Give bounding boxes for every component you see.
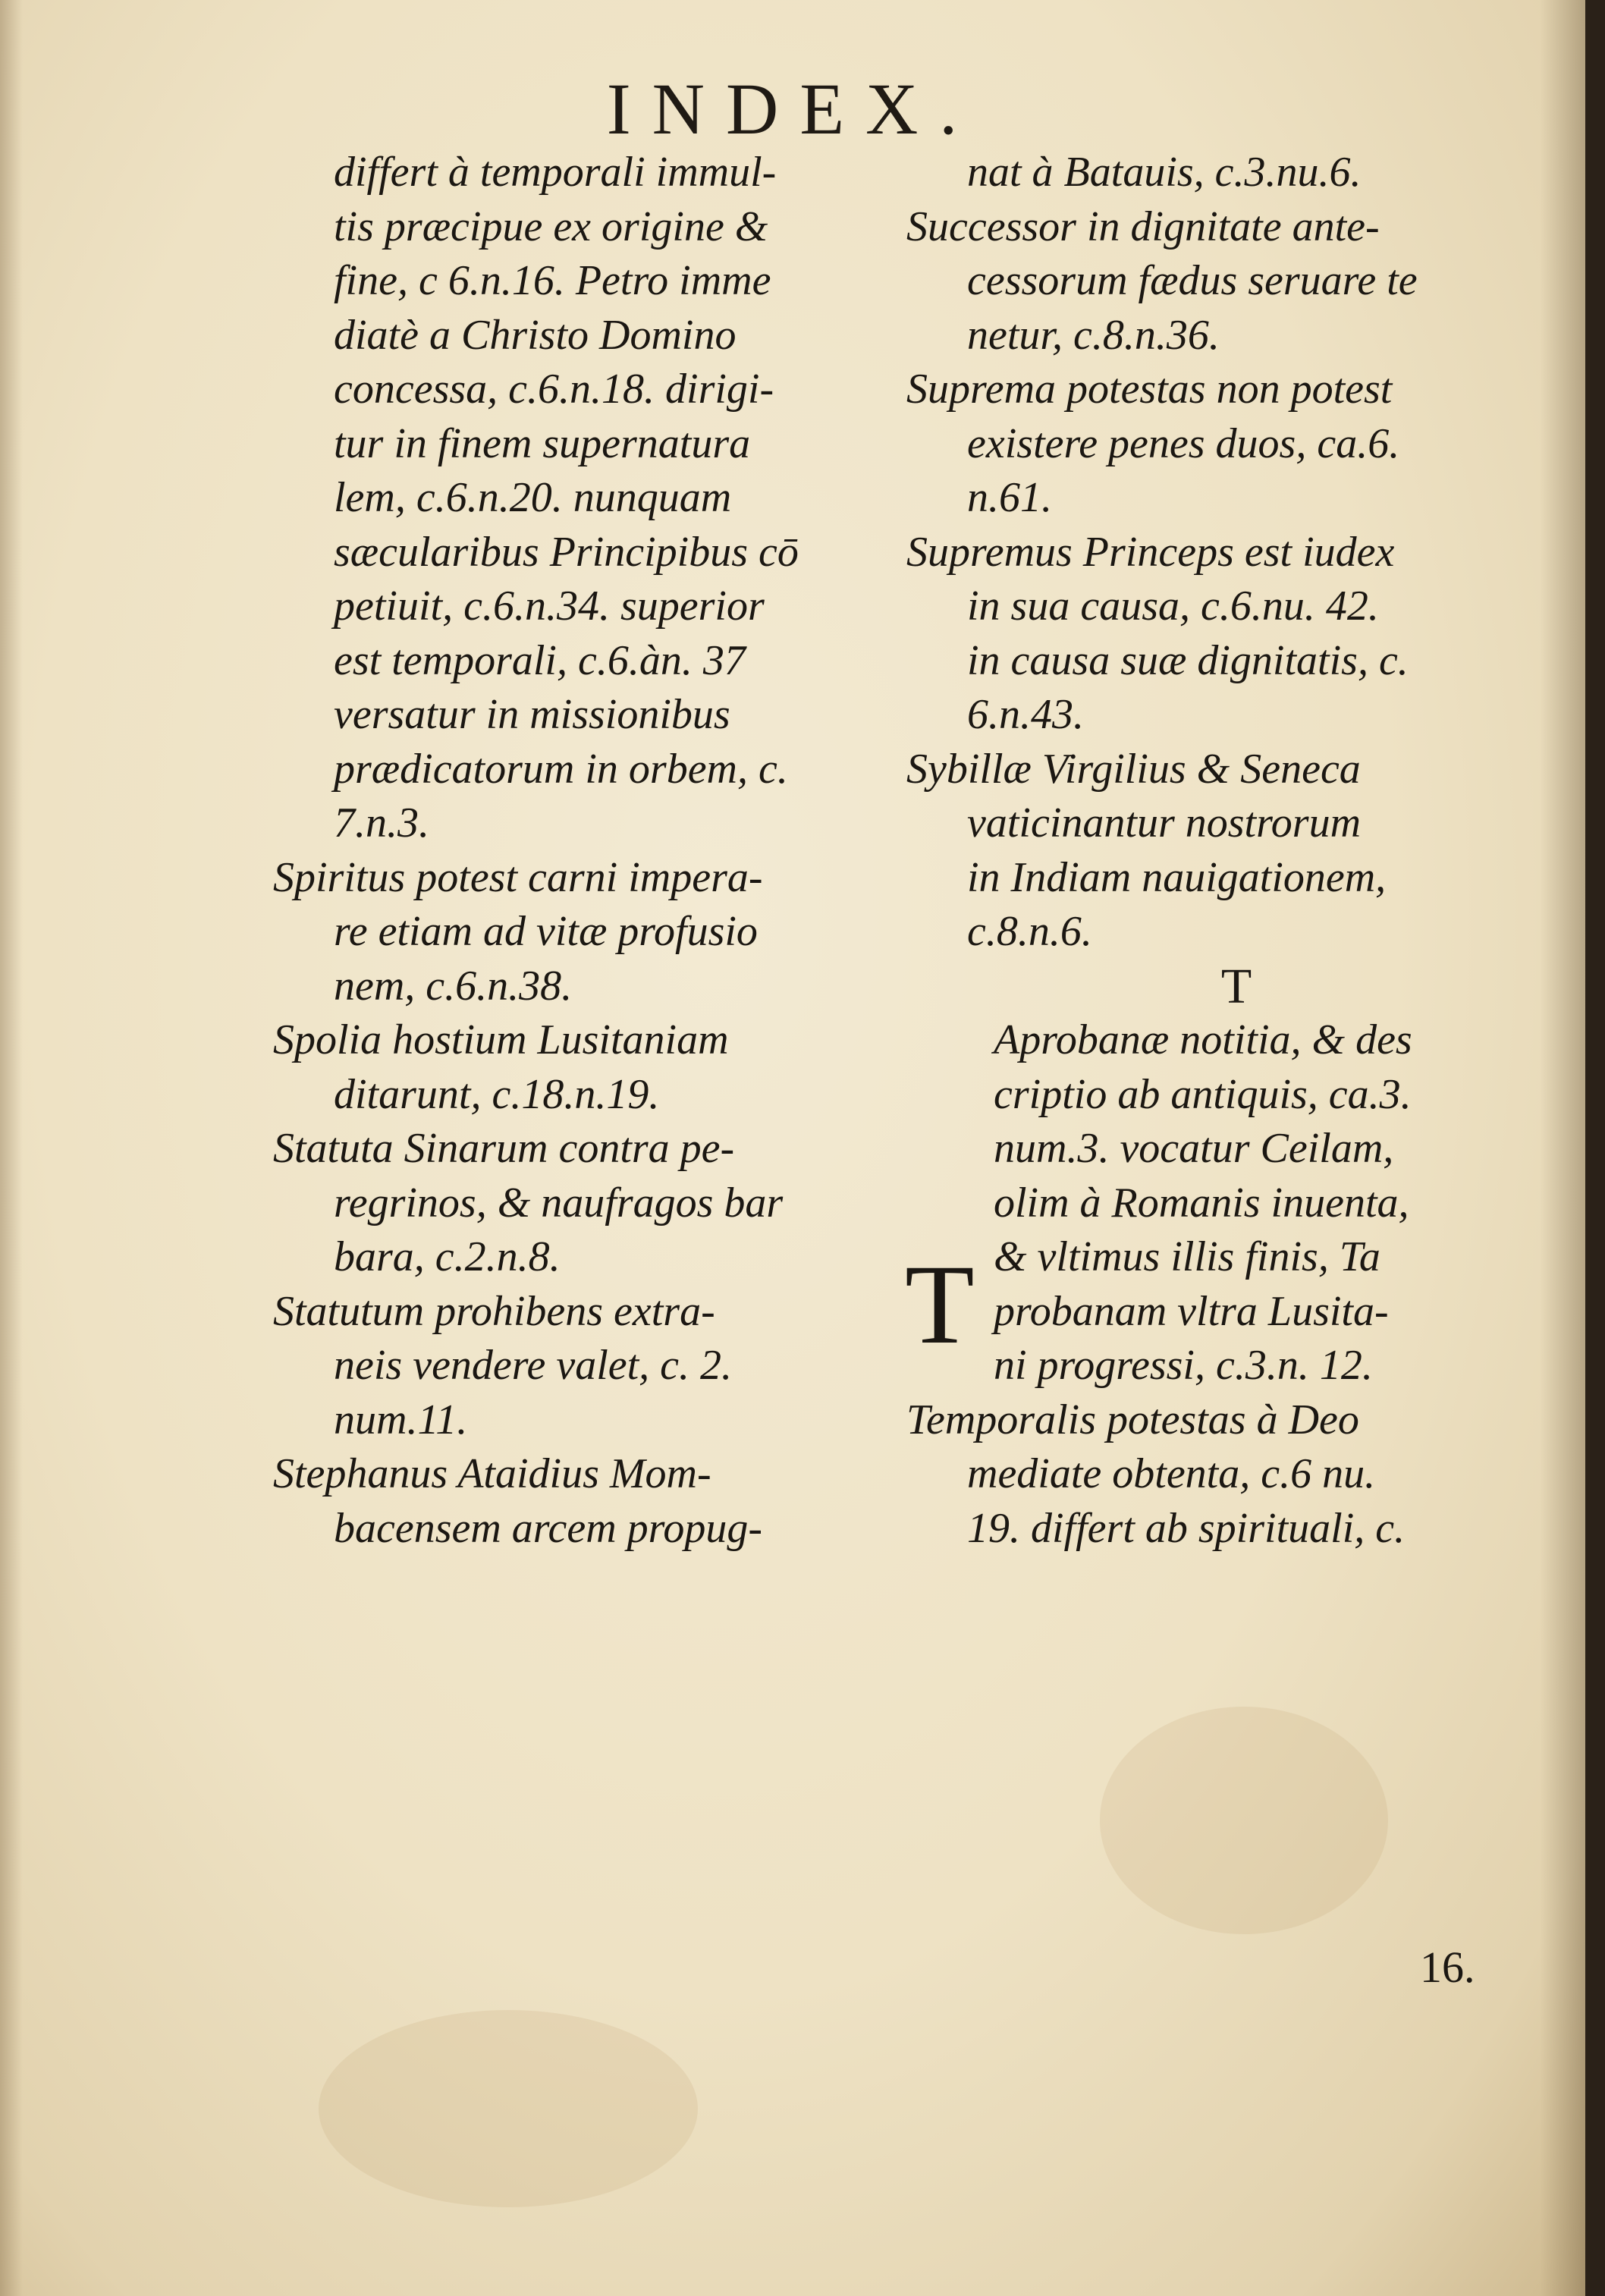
index-entry-head: Supremus Princeps est iudex (906, 528, 1395, 576)
index-entry-head: Spolia hostium Lusitaniam (273, 1016, 729, 1063)
index-entry-line: tis præcipue ex origine & (334, 203, 768, 250)
index-entry-line: sæcularibus Principibus cō (334, 528, 799, 576)
index-entry-line: in Indiam nauigationem, (967, 853, 1387, 901)
index-entry-head: Statuta Sinarum contra pe- (273, 1125, 735, 1172)
index-entry-line: versatur in missionibus (334, 691, 730, 738)
index-entry-line: nem, c.6.n.38. (334, 962, 573, 1010)
index-entry-line: regrinos, & naufragos bar (334, 1179, 784, 1227)
index-entry-head: Statutum prohibens extra- (273, 1287, 715, 1335)
index-entry-line: est temporali, c.6.àn. 37 (334, 636, 746, 684)
index-entry-head: Suprema potestas non potest (906, 366, 1393, 413)
left-column (273, 146, 880, 1556)
index-entry-line: num.3. vocatur Ceilam, (994, 1125, 1394, 1172)
index-entry-line: concessa, c.6.n.18. dirigi- (334, 366, 774, 413)
index-entry-line: criptio ab antiquis, ca.3. (994, 1070, 1412, 1118)
index-entry-line: ni progressi, c.3.n. 12. (994, 1342, 1373, 1389)
index-entry-line: 6.n.43. (967, 691, 1084, 738)
index-entry-line: cessorum fædus seruare te (967, 257, 1418, 304)
index-entry-line: re etiam ad vitæ profusio (334, 908, 758, 955)
index-entry-line: lem, c.6.n.20. nunquam (334, 474, 732, 521)
index-entry-line: tur in finem supernatura (334, 419, 751, 467)
index-entry-line: prædicatorum in orbem, c. (334, 745, 788, 793)
index-entry-line: fine, c 6.n.16. Petro imme (334, 257, 771, 304)
index-entry-line: existere penes duos, ca.6. (967, 419, 1400, 467)
index-entry-head: Spiritus potest carni impera- (273, 853, 763, 901)
index-entry-line: olim à Romanis inuenta, (994, 1179, 1409, 1227)
index-entry-line: c.8.n.6. (967, 908, 1092, 955)
index-entry-line: mediate obtenta, c.6 nu. (967, 1450, 1376, 1497)
index-entry-line: differt à temporali immul- (334, 149, 777, 196)
index-entry-line: num.11. (334, 1396, 468, 1443)
index-entry-line: 19. differt ab spirituali, c. (967, 1504, 1406, 1552)
index-entry-line: in sua causa, c.6.nu. 42. (967, 583, 1379, 630)
index-entry-line: & vltimus illis finis, Ta (994, 1233, 1380, 1280)
index-entry-line: Aprobanæ notitia, & des (994, 1016, 1412, 1063)
index-entry-line: diatè a Christo Domino (334, 311, 737, 359)
drop-cap: T (905, 1242, 975, 1368)
paper-stain (1100, 1707, 1388, 1934)
index-entry-line: petiuit, c.6.n.34. superior (334, 583, 765, 630)
index-entry-line: probanam vltra Lusita- (994, 1287, 1389, 1335)
index-entry-line: nat à Batauis, c.3.nu.6. (967, 149, 1362, 196)
index-entry-line: netur, c.8.n.36. (967, 311, 1220, 359)
page-edge-shadow (1540, 0, 1585, 2296)
index-entry-line: vaticinantur nostrorum (967, 799, 1362, 846)
index-entry-line: neis vendere valet, c. 2. (334, 1342, 733, 1389)
index-entry-line: in causa suæ dignitatis, c. (967, 636, 1409, 684)
index-entry-line: bacensem arcem propug- (334, 1504, 763, 1552)
index-entry-head: Successor in dignitate ante- (906, 203, 1380, 250)
paper-stain (319, 2010, 698, 2207)
index-entry-head: Sybillæ Virgilius & Seneca (906, 745, 1361, 793)
index-entry-line: ditarunt, c.18.n.19. (334, 1070, 660, 1118)
index-entry-line: n.61. (967, 474, 1052, 521)
index-entry-line: bara, c.2.n.8. (334, 1233, 561, 1280)
index-entry-head: Temporalis potestas à Deo (906, 1396, 1359, 1443)
page-number: 16. (1420, 1943, 1475, 1992)
index-entry-head: Stephanus Ataidius Mom- (273, 1450, 711, 1497)
index-entry-line: 7.n.3. (334, 799, 429, 846)
section-letter: T (1220, 958, 1252, 1014)
right-column (906, 146, 1521, 1556)
index-header: INDEX. (606, 68, 979, 149)
spine-shadow (0, 0, 23, 2296)
